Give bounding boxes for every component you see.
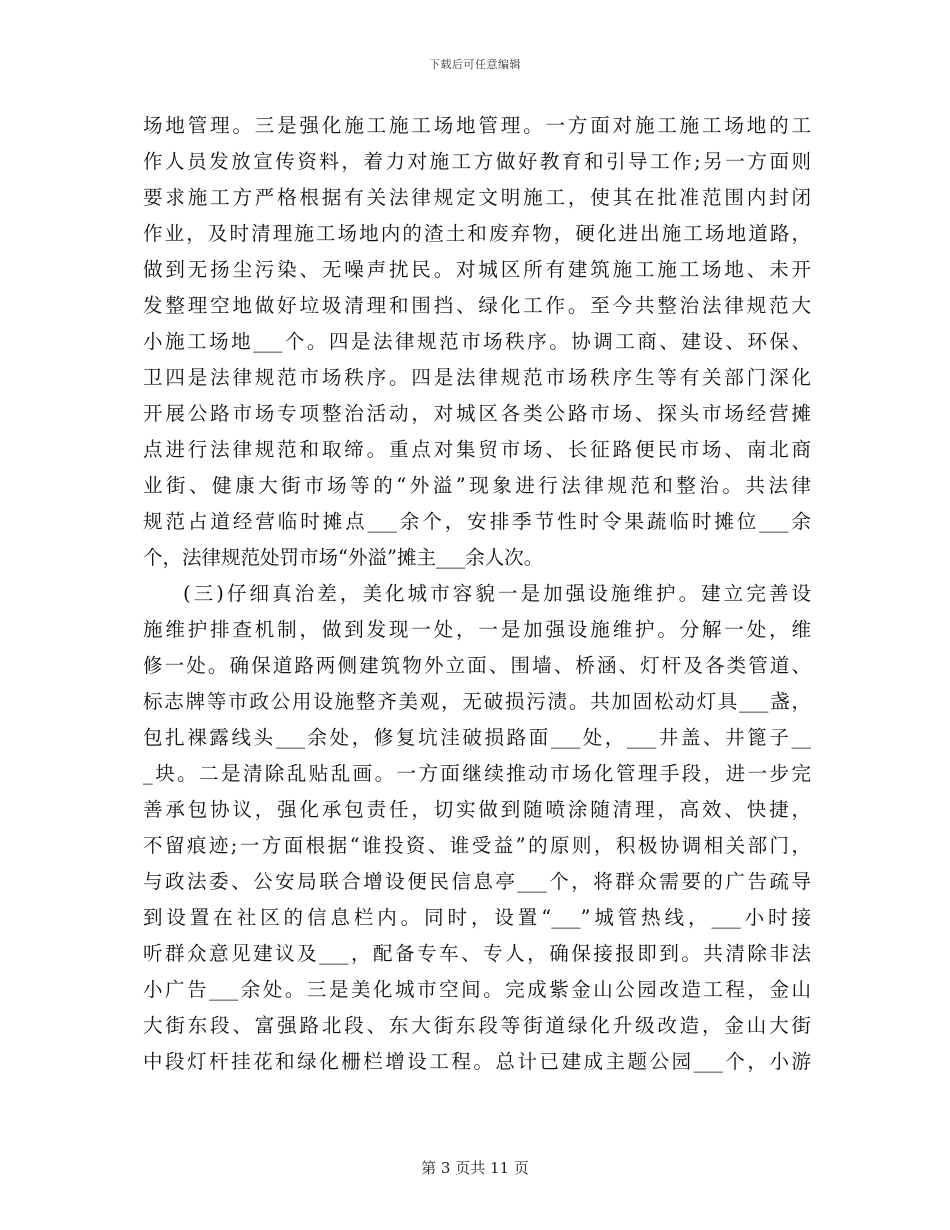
text-line: 标志牌等市政公用设施整齐美观，无破损污渍。共加固松动灯具___盏， (143, 690, 811, 713)
text-line: 施维护排查机制，做到发现一处，一是加强设施维护。分解一处，维 (143, 618, 811, 641)
paragraph-1 (143, 108, 811, 576)
text-line: 善承包协议，强化承包责任，切实做到随喷涂随清理，高效、快捷， (143, 798, 811, 821)
text-line: 修一处。确保道路两侧建筑物外立面、围墙、桥涵、灯杆及各类管道、 (143, 654, 811, 677)
page-footer: 第 3 页共 11 页 (421, 1159, 529, 1177)
text-line: 听群众意见建议及___，配备专车、专人，确保接报即到。共清除非法 (143, 942, 811, 965)
text-line: 开展公路市场专项整治活动，对城区各类公路市场、探头市场经营摊 (143, 402, 811, 425)
text-line: 包扎裸露线头___余处，修复坑洼破损路面___处，___井盖、井篦子__ (143, 726, 811, 749)
text-line: 与政法委、公安局联合增设便民信息亭___个，将群众需要的广告疏导 (143, 870, 811, 893)
page-header: 下载后可任意编辑 (429, 58, 521, 71)
text-line: 作业，及时清理施工场地内的渣土和废弃物，硬化进出施工场地道路， (143, 222, 811, 245)
document-body (143, 108, 811, 1080)
text-line: 到设置在社区的信息栏内。同时，设置“___”城管热线，___小时接 (143, 906, 811, 929)
text-line: 不留痕迹;一方面根据“谁投资、谁受益”的原则，积极协调相关部门， (143, 834, 811, 857)
text-line: 业街、健康大街市场等的“外溢”现象进行法律规范和整治。共法律 (143, 474, 811, 497)
text-line: 中段灯杆挂花和绿化栅栏增设工程。总计已建成主题公园___个，小游 (143, 1050, 811, 1073)
text-line: 做到无扬尘污染、无噪声扰民。对城区所有建筑施工施工场地、未开 (143, 258, 811, 281)
text-line: 大街东段、富强路北段、东大街东段等街道绿化升级改造，金山大街 (143, 1014, 811, 1037)
paragraph-2 (143, 576, 811, 1080)
text-line: 场地管理。三是强化施工施工场地管理。一方面对施工施工场地的工 (143, 114, 811, 137)
text-line: (三)仔细真治差，美化城市容貌一是加强设施维护。建立完善设 (183, 582, 811, 605)
text-line: 规范占道经营临时摊点___余个，安排季节性时令果蔬临时摊位___余 (143, 510, 811, 533)
text-line: 个，法律规范处罚市场“外溢”摊主___余人次。 (143, 546, 544, 569)
text-line: 要求施工方严格根据有关法律规定文明施工，使其在批准范围内封闭 (143, 186, 811, 209)
text-line: 小施工场地___个。四是法律规范市场秩序。协调工商、建设、环保、 (143, 330, 811, 353)
text-line: 卫四是法律规范市场秩序。四是法律规范市场秩序生等有关部门深化 (143, 366, 811, 389)
text-line: _块。二是清除乱贴乱画。一方面继续推动市场化管理手段，进一步完 (143, 762, 811, 785)
text-line: 小广告___余处。三是美化城市空间。完成紫金山公园改造工程，金山 (143, 978, 811, 1001)
text-line: 作人员发放宣传资料，着力对施工方做好教育和引导工作;另一方面则 (143, 150, 811, 173)
text-line: 点进行法律规范和取缔。重点对集贸市场、长征路便民市场、南北商 (143, 438, 811, 461)
text-line: 发整理空地做好垃圾清理和围挡、绿化工作。至今共整治法律规范大 (143, 294, 811, 317)
